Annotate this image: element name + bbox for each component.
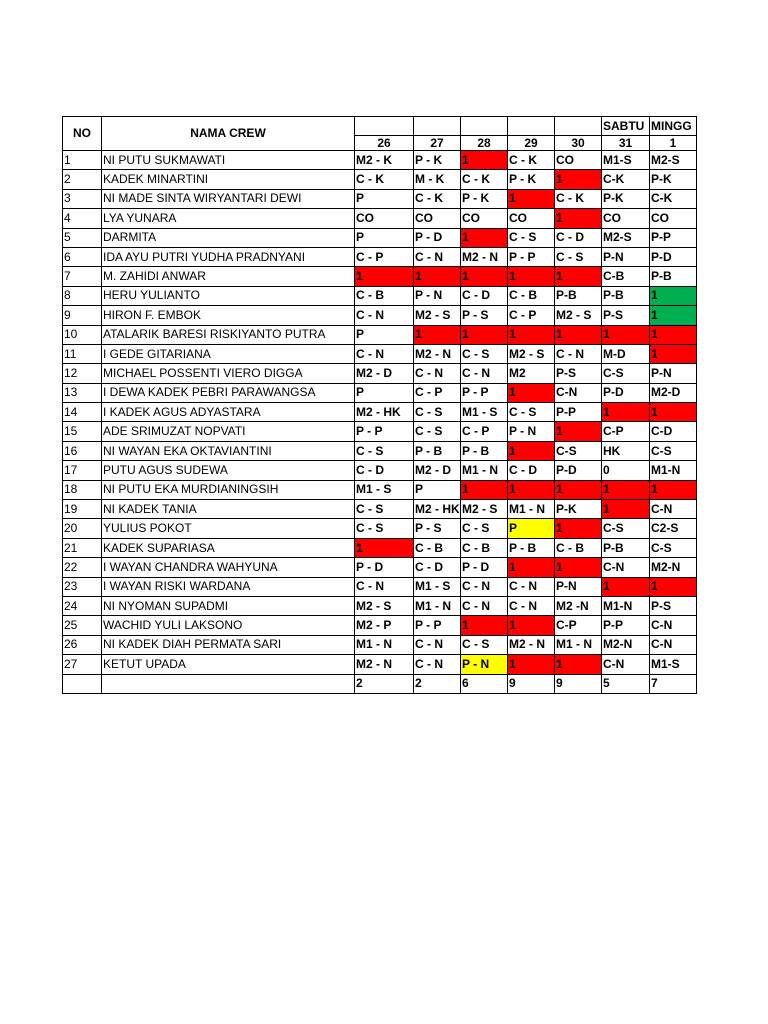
shift-cell: P-B xyxy=(555,286,602,305)
crew-name: NI KADEK TANIA xyxy=(102,500,355,519)
shift-cell: C-D xyxy=(650,422,697,441)
crew-number: 4 xyxy=(63,209,102,228)
shift-cell: C - S xyxy=(414,422,461,441)
crew-row xyxy=(63,500,697,519)
shift-cell: 1 xyxy=(650,480,697,499)
shift-cell: P - P xyxy=(414,616,461,635)
shift-cell: C - P xyxy=(508,306,555,325)
crew-number: 19 xyxy=(63,500,102,519)
shift-cell: C-K xyxy=(602,170,650,189)
crew-name: NI NYOMAN SUPADMI xyxy=(102,596,355,615)
shift-cell: 1 xyxy=(508,441,555,460)
shift-cell: C - S xyxy=(461,519,508,538)
total-cell: 5 xyxy=(602,674,650,693)
shift-cell: P - K xyxy=(461,189,508,208)
shift-cell: C-S xyxy=(650,441,697,460)
shift-cell: C - N xyxy=(461,364,508,383)
shift-cell: M2 - S xyxy=(555,306,602,325)
shift-cell: C-B xyxy=(602,267,650,286)
shift-cell: C - B xyxy=(461,538,508,557)
shift-cell: 1 xyxy=(555,480,602,499)
totals-empty-cell xyxy=(102,674,355,693)
shift-cell: C - D xyxy=(461,286,508,305)
shift-cell: M2 - S xyxy=(461,500,508,519)
shift-cell: 1 xyxy=(650,325,697,344)
shift-cell: P - K xyxy=(508,170,555,189)
crew-row xyxy=(63,306,697,325)
crew-row xyxy=(63,577,697,596)
crew-row xyxy=(63,655,697,674)
crew-name: NI KADEK DIAH PERMATA SARI xyxy=(102,635,355,654)
crew-row xyxy=(63,247,697,266)
crew-name: HIRON F. EMBOK xyxy=(102,306,355,325)
shift-cell: M1 - N xyxy=(414,596,461,615)
total-cell: 2 xyxy=(355,674,414,693)
shift-cell: 1 xyxy=(508,189,555,208)
shift-cell: 1 xyxy=(414,267,461,286)
shift-cell: M2 - S xyxy=(508,344,555,363)
crew-name: NI PUTU SUKMAWATI xyxy=(102,151,355,170)
header-row-1 xyxy=(63,117,697,136)
shift-cell: P-N xyxy=(650,364,697,383)
shift-cell: P - D xyxy=(355,558,414,577)
shift-cell: M1 - N xyxy=(355,635,414,654)
shift-cell: P - S xyxy=(461,306,508,325)
shift-cell: 1 xyxy=(508,325,555,344)
crew-number: 17 xyxy=(63,461,102,480)
crew-number: 6 xyxy=(63,247,102,266)
shift-cell: C - D xyxy=(555,228,602,247)
shift-cell: M2-N xyxy=(650,558,697,577)
shift-cell: P - P xyxy=(461,383,508,402)
shift-cell: 1 xyxy=(461,325,508,344)
shift-cell: P-S xyxy=(602,306,650,325)
crew-row xyxy=(63,170,697,189)
crew-number: 1 xyxy=(63,151,102,170)
shift-cell: 1 xyxy=(555,558,602,577)
shift-cell: P - N xyxy=(508,422,555,441)
shift-cell: C - S xyxy=(461,344,508,363)
crew-name: M. ZAHIDI ANWAR xyxy=(102,267,355,286)
shift-cell: P - B xyxy=(508,538,555,557)
shift-cell: M2 - P xyxy=(355,616,414,635)
shift-cell: 1 xyxy=(602,577,650,596)
shift-cell: C - D xyxy=(508,461,555,480)
shift-cell: M2 -N xyxy=(555,596,602,615)
shift-cell: M1 - S xyxy=(414,577,461,596)
shift-cell: P-D xyxy=(650,247,697,266)
header-group-sabtu: SABTU xyxy=(602,117,650,136)
crew-number: 12 xyxy=(63,364,102,383)
shift-cell: C - S xyxy=(414,403,461,422)
shift-cell: C - P xyxy=(414,383,461,402)
shift-cell: M2-D xyxy=(650,383,697,402)
shift-cell: M2 - HK xyxy=(355,403,414,422)
shift-cell: P - B xyxy=(414,441,461,460)
header-group-minggu: MINGG xyxy=(650,117,697,136)
crew-number: 27 xyxy=(63,655,102,674)
shift-cell: 0 xyxy=(602,461,650,480)
crew-row xyxy=(63,364,697,383)
shift-cell: P-N xyxy=(555,577,602,596)
shift-cell: P - D xyxy=(461,558,508,577)
totals-empty-cell xyxy=(63,674,102,693)
crew-row xyxy=(63,325,697,344)
shift-cell: P-D xyxy=(555,461,602,480)
shift-cell: P - P xyxy=(508,247,555,266)
shift-cell: C-S xyxy=(650,538,697,557)
shift-cell: CO xyxy=(414,209,461,228)
shift-cell: M1 - N xyxy=(555,635,602,654)
shift-cell: C - N xyxy=(355,344,414,363)
shift-cell: P-S xyxy=(555,364,602,383)
shift-cell: C - N xyxy=(355,306,414,325)
shift-cell: 1 xyxy=(414,325,461,344)
shift-cell: 1 xyxy=(602,325,650,344)
shift-cell: C - N xyxy=(414,247,461,266)
shift-cell: CO xyxy=(355,209,414,228)
shift-cell: M2-S xyxy=(650,151,697,170)
crew-row xyxy=(63,441,697,460)
crew-name: LYA YUNARA xyxy=(102,209,355,228)
shift-cell: M-D xyxy=(602,344,650,363)
shift-cell: 1 xyxy=(555,422,602,441)
shift-cell: P-B xyxy=(602,538,650,557)
crew-number: 3 xyxy=(63,189,102,208)
shift-cell: 1 xyxy=(508,655,555,674)
crew-row xyxy=(63,635,697,654)
header-no: NO xyxy=(63,117,102,151)
header-group-cell xyxy=(555,117,602,136)
header-day: 1 xyxy=(650,136,697,151)
crew-name: KADEK SUPARIASA xyxy=(102,538,355,557)
total-cell: 9 xyxy=(555,674,602,693)
shift-cell: C - S xyxy=(355,441,414,460)
header-day: 27 xyxy=(414,136,461,151)
shift-cell: P-P xyxy=(650,228,697,247)
crew-row xyxy=(63,596,697,615)
shift-cell: P-P xyxy=(602,616,650,635)
crew-number: 18 xyxy=(63,480,102,499)
shift-cell: M2-S xyxy=(602,228,650,247)
shift-cell: 1 xyxy=(508,480,555,499)
shift-cell: M1-S xyxy=(650,655,697,674)
shift-cell: 1 xyxy=(355,538,414,557)
crew-name: ATALARIK BARESI RISKIYANTO PUTRA xyxy=(102,325,355,344)
totals-row xyxy=(63,674,697,693)
shift-cell: P - N xyxy=(461,655,508,674)
crew-number: 26 xyxy=(63,635,102,654)
shift-cell: P - D xyxy=(414,228,461,247)
shift-cell: C - S xyxy=(355,500,414,519)
crew-row xyxy=(63,558,697,577)
shift-cell: 1 xyxy=(508,383,555,402)
shift-cell: 1 xyxy=(461,480,508,499)
crew-name: KADEK MINARTINI xyxy=(102,170,355,189)
shift-cell: P - N xyxy=(414,286,461,305)
crew-row xyxy=(63,267,697,286)
shift-cell: C-N xyxy=(650,500,697,519)
crew-number: 15 xyxy=(63,422,102,441)
shift-cell: 1 xyxy=(555,209,602,228)
shift-cell: M2 - D xyxy=(355,364,414,383)
shift-cell: C-K xyxy=(650,189,697,208)
shift-cell: M1-N xyxy=(602,596,650,615)
header-group-cell xyxy=(414,117,461,136)
shift-cell: M1 - N xyxy=(508,500,555,519)
shift-cell: P-K xyxy=(602,189,650,208)
crew-row xyxy=(63,209,697,228)
shift-cell: C-N xyxy=(602,655,650,674)
shift-cell: M1-S xyxy=(602,151,650,170)
crew-row xyxy=(63,344,697,363)
shift-cell: 1 xyxy=(461,228,508,247)
shift-cell: M1 - S xyxy=(461,403,508,422)
shift-cell: 1 xyxy=(461,616,508,635)
crew-name: KETUT UPADA xyxy=(102,655,355,674)
header-day: 31 xyxy=(602,136,650,151)
header-group-cell xyxy=(355,117,414,136)
shift-cell: M2 - N xyxy=(508,635,555,654)
total-cell: 9 xyxy=(508,674,555,693)
shift-cell: C - S xyxy=(355,519,414,538)
shift-cell: P-K xyxy=(555,500,602,519)
shift-cell: M2 - N xyxy=(355,655,414,674)
shift-cell: M2 - N xyxy=(414,344,461,363)
shift-cell: C - B xyxy=(414,538,461,557)
crew-name: IDA AYU PUTRI YUDHA PRADNYANI xyxy=(102,247,355,266)
shift-cell: M - K xyxy=(414,170,461,189)
crew-number: 2 xyxy=(63,170,102,189)
shift-cell: P-D xyxy=(602,383,650,402)
shift-cell: C2-S xyxy=(650,519,697,538)
shift-cell: C - N xyxy=(355,577,414,596)
shift-cell: 1 xyxy=(602,403,650,422)
crew-name: NI PUTU EKA MURDIANINGSIH xyxy=(102,480,355,499)
shift-cell: 1 xyxy=(461,267,508,286)
shift-cell: CO xyxy=(602,209,650,228)
shift-cell: 1 xyxy=(650,306,697,325)
shift-cell: P - K xyxy=(414,151,461,170)
shift-cell: 1 xyxy=(355,267,414,286)
crew-name: I DEWA KADEK PEBRI PARAWANGSA xyxy=(102,383,355,402)
total-cell: 2 xyxy=(414,674,461,693)
crew-name: I WAYAN CHANDRA WAHYUNA xyxy=(102,558,355,577)
shift-cell: 1 xyxy=(650,577,697,596)
shift-cell: M2 xyxy=(508,364,555,383)
crew-number: 9 xyxy=(63,306,102,325)
shift-cell: 1 xyxy=(650,403,697,422)
shift-cell: C - N xyxy=(461,596,508,615)
shift-cell: 1 xyxy=(508,267,555,286)
crew-name: PUTU AGUS SUDEWA xyxy=(102,461,355,480)
header-day: 30 xyxy=(555,136,602,151)
shift-cell: C - S xyxy=(508,403,555,422)
shift-cell: C - N xyxy=(414,635,461,654)
shift-cell: P xyxy=(355,189,414,208)
crew-name: MICHAEL POSSENTI VIERO DIGGA xyxy=(102,364,355,383)
crew-row xyxy=(63,403,697,422)
shift-cell: P xyxy=(355,228,414,247)
shift-cell: M1 - N xyxy=(461,461,508,480)
shift-cell: C - B xyxy=(508,286,555,305)
shift-cell: C - N xyxy=(414,364,461,383)
shift-cell: C - P xyxy=(355,247,414,266)
header-day: 28 xyxy=(461,136,508,151)
shift-cell: M2-N xyxy=(602,635,650,654)
header-group-cell xyxy=(461,117,508,136)
shift-cell: P xyxy=(355,383,414,402)
shift-cell: C - B xyxy=(355,286,414,305)
shift-cell: CO xyxy=(650,209,697,228)
crew-name: I GEDE GITARIANA xyxy=(102,344,355,363)
shift-cell: 1 xyxy=(650,286,697,305)
crew-row xyxy=(63,422,697,441)
header-day: 29 xyxy=(508,136,555,151)
crew-row xyxy=(63,286,697,305)
shift-cell: P - B xyxy=(461,441,508,460)
shift-cell: C - K xyxy=(414,189,461,208)
total-cell: 7 xyxy=(650,674,697,693)
shift-cell: C - P xyxy=(461,422,508,441)
crew-name: ADE SRIMUZAT NOPVATI xyxy=(102,422,355,441)
shift-cell: C-S xyxy=(602,519,650,538)
crew-name: I WAYAN RISKI WARDANA xyxy=(102,577,355,596)
crew-number: 21 xyxy=(63,538,102,557)
shift-cell: CO xyxy=(508,209,555,228)
shift-cell: 1 xyxy=(461,151,508,170)
shift-cell: 1 xyxy=(650,344,697,363)
shift-cell: M2 - D xyxy=(414,461,461,480)
shift-cell: P-B xyxy=(602,286,650,305)
crew-name: NI WAYAN EKA OKTAVIANTINI xyxy=(102,441,355,460)
shift-cell: M2 - HK xyxy=(414,500,461,519)
shift-cell: C-S xyxy=(555,441,602,460)
shift-cell: C - N xyxy=(508,577,555,596)
shift-cell: C - N xyxy=(555,344,602,363)
crew-row xyxy=(63,519,697,538)
crew-name: YULIUS POKOT xyxy=(102,519,355,538)
shift-cell: P-S xyxy=(650,596,697,615)
crew-name: DARMITA xyxy=(102,228,355,247)
shift-cell: 1 xyxy=(602,480,650,499)
shift-cell: 1 xyxy=(555,655,602,674)
shift-cell: C - B xyxy=(555,538,602,557)
shift-cell: M2 - N xyxy=(461,247,508,266)
crew-row xyxy=(63,189,697,208)
shift-cell: CO xyxy=(555,151,602,170)
crew-name: I KADEK AGUS ADYASTARA xyxy=(102,403,355,422)
shift-cell: C - S xyxy=(508,228,555,247)
crew-number: 11 xyxy=(63,344,102,363)
shift-cell: P-N xyxy=(602,247,650,266)
crew-row xyxy=(63,616,697,635)
shift-cell: CO xyxy=(461,209,508,228)
crew-row xyxy=(63,228,697,247)
crew-number: 10 xyxy=(63,325,102,344)
shift-cell: C-N xyxy=(602,558,650,577)
shift-cell: 1 xyxy=(555,325,602,344)
shift-cell: C - S xyxy=(461,635,508,654)
header-group-cell xyxy=(508,117,555,136)
shift-cell: 1 xyxy=(508,558,555,577)
shift-cell: M1-N xyxy=(650,461,697,480)
shift-cell: 1 xyxy=(555,519,602,538)
shift-cell: C - K xyxy=(355,170,414,189)
crew-number: 8 xyxy=(63,286,102,305)
crew-number: 23 xyxy=(63,577,102,596)
shift-cell: C - N xyxy=(461,577,508,596)
crew-number: 22 xyxy=(63,558,102,577)
shift-cell: M1 - S xyxy=(355,480,414,499)
crew-row xyxy=(63,461,697,480)
shift-cell: C - N xyxy=(508,596,555,615)
shift-cell: M2 - S xyxy=(414,306,461,325)
shift-cell: C-N xyxy=(650,635,697,654)
crew-name: WACHID YULI LAKSONO xyxy=(102,616,355,635)
shift-cell: C - D xyxy=(414,558,461,577)
crew-number: 24 xyxy=(63,596,102,615)
total-cell: 6 xyxy=(461,674,508,693)
crew-name: HERU YULIANTO xyxy=(102,286,355,305)
crew-number: 25 xyxy=(63,616,102,635)
shift-cell: C - N xyxy=(414,655,461,674)
crew-row xyxy=(63,151,697,170)
shift-cell: C-S xyxy=(602,364,650,383)
shift-cell: C - S xyxy=(555,247,602,266)
shift-cell: HK xyxy=(602,441,650,460)
crew-number: 7 xyxy=(63,267,102,286)
crew-number: 16 xyxy=(63,441,102,460)
shift-cell: C - K xyxy=(555,189,602,208)
crew-number: 14 xyxy=(63,403,102,422)
shift-cell: 1 xyxy=(555,170,602,189)
shift-cell: M2 - S xyxy=(355,596,414,615)
shift-cell: 1 xyxy=(555,267,602,286)
crew-number: 5 xyxy=(63,228,102,247)
crew-row xyxy=(63,480,697,499)
shift-cell: P - S xyxy=(414,519,461,538)
crew-name: NI MADE SINTA WIRYANTARI DEWI xyxy=(102,189,355,208)
shift-cell: P xyxy=(355,325,414,344)
shift-cell: C - D xyxy=(355,461,414,480)
shift-cell: C-N xyxy=(650,616,697,635)
crew-number: 20 xyxy=(63,519,102,538)
shift-cell: 1 xyxy=(602,500,650,519)
shift-cell: P-K xyxy=(650,170,697,189)
shift-cell: C-P xyxy=(555,616,602,635)
header-day: 26 xyxy=(355,136,414,151)
shift-cell: P - P xyxy=(355,422,414,441)
shift-cell: C-P xyxy=(602,422,650,441)
shift-cell: P xyxy=(508,519,555,538)
shift-cell: M2 - K xyxy=(355,151,414,170)
shift-cell: C - K xyxy=(461,170,508,189)
shift-cell: P xyxy=(414,480,461,499)
crew-number: 13 xyxy=(63,383,102,402)
crew-row xyxy=(63,383,697,402)
crew-schedule-table xyxy=(62,116,697,694)
shift-cell: P-P xyxy=(555,403,602,422)
shift-cell: C - K xyxy=(508,151,555,170)
shift-cell: C-N xyxy=(555,383,602,402)
header-nama-crew: NAMA CREW xyxy=(102,117,355,151)
shift-cell: 1 xyxy=(508,616,555,635)
crew-row xyxy=(63,538,697,557)
shift-cell: P-B xyxy=(650,267,697,286)
